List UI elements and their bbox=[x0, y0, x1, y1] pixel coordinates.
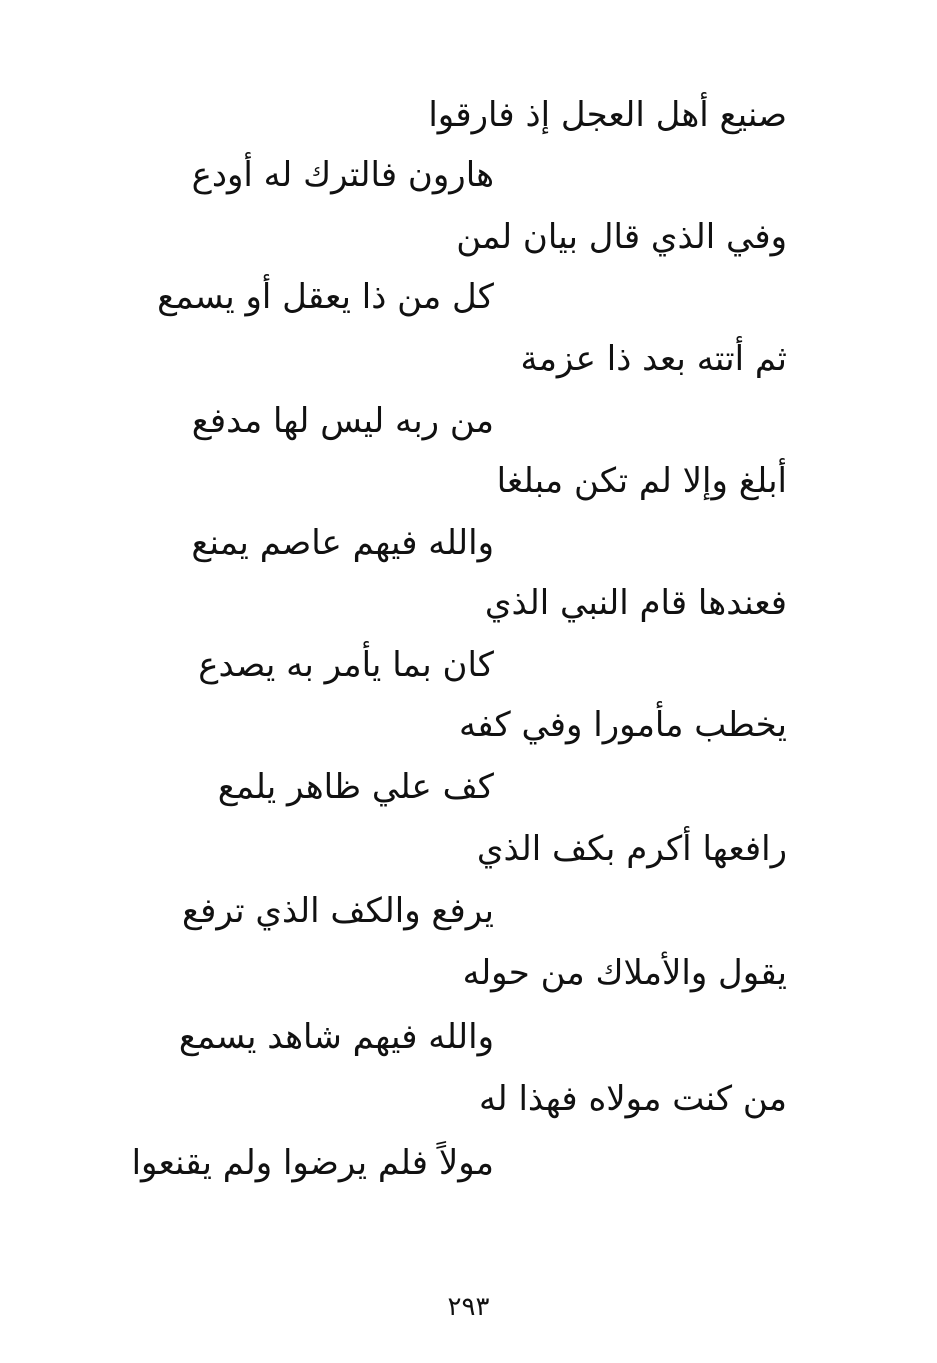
verse-9-second-hemistich: مولاً فلم يرضوا ولم يقنعوا bbox=[131, 1143, 494, 1183]
verse-6-first-hemistich: يخطب مأمورا وفي كفه bbox=[459, 705, 787, 745]
verse-7 bbox=[0, 824, 937, 886]
verse-9-first-hemistich: من كنت مولاه فهذا له bbox=[479, 1079, 787, 1119]
verse-4-second-hemistich: والله فيهم عاصم يمنع bbox=[191, 523, 494, 563]
verse-8-second-row bbox=[0, 1012, 937, 1074]
verse-7-second-hemistich: يرفع والكف الذي ترفع bbox=[181, 891, 494, 931]
verse-8 bbox=[0, 948, 937, 1010]
verse-3 bbox=[0, 334, 937, 396]
verse-1-second-hemistich: هارون فالترك له أودع bbox=[191, 155, 494, 195]
verse-5 bbox=[0, 578, 937, 640]
verse-7-first-hemistich: رافعها أكرم بكف الذي bbox=[476, 829, 787, 869]
verse-6-second-row bbox=[0, 762, 937, 824]
verse-7-second-row bbox=[0, 886, 937, 948]
verse-4-second-row bbox=[0, 518, 937, 580]
verse-2-first-hemistich: وفي الذي قال بيان لمن bbox=[456, 217, 787, 257]
verse-5-second-row bbox=[0, 640, 937, 702]
verse-3-second-hemistich: من ربه ليس لها مدفع bbox=[191, 401, 494, 441]
verse-6 bbox=[0, 700, 937, 762]
verse-1 bbox=[0, 90, 937, 152]
verse-9-second-row bbox=[0, 1138, 937, 1200]
verse-5-first-hemistich: فعندها قام النبي الذي bbox=[484, 583, 787, 623]
verse-3-first-hemistich: ثم أتته بعد ذا عزمة bbox=[520, 339, 787, 379]
verse-1-second-row bbox=[0, 150, 937, 212]
verse-8-second-hemistich: والله فيهم شاهد يسمع bbox=[178, 1017, 494, 1057]
verse-4 bbox=[0, 456, 937, 518]
verse-2-second-hemistich: كل من ذا يعقل أو يسمع bbox=[157, 277, 494, 317]
verse-1-first-hemistich: صنيع أهل العجل إذ فارقوا bbox=[428, 95, 787, 135]
verse-4-first-hemistich: أبلغ وإلا لم تكن مبلغا bbox=[496, 461, 787, 501]
verse-3-second-row bbox=[0, 396, 937, 458]
verse-9 bbox=[0, 1074, 937, 1136]
verse-5-second-hemistich: كان بما يأمر به يصدع bbox=[198, 645, 494, 685]
page-number: ٢٩٣ bbox=[447, 1292, 490, 1322]
verse-2 bbox=[0, 212, 937, 274]
verse-8-first-hemistich: يقول والأملاك من حوله bbox=[462, 953, 787, 993]
verse-2-second-row bbox=[0, 272, 937, 334]
verse-6-second-hemistich: كف علي ظاهر يلمع bbox=[217, 767, 494, 807]
